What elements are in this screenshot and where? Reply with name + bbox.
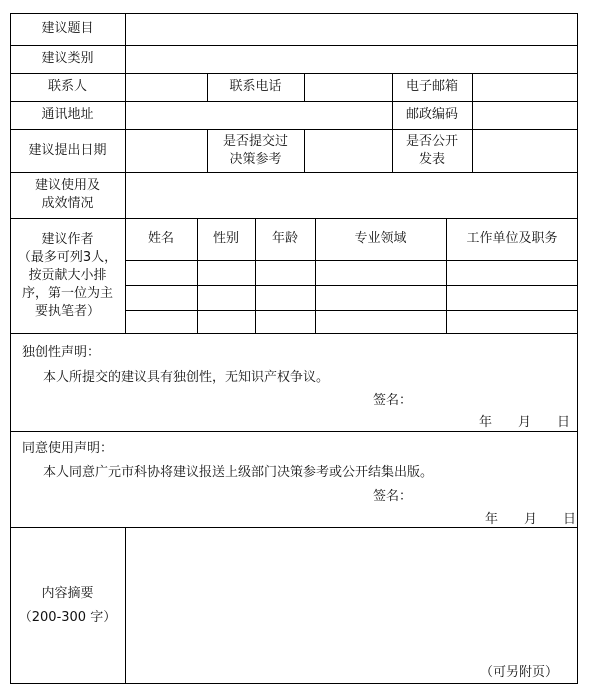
- category-field[interactable]: [126, 46, 577, 73]
- author-header-age: 年龄: [271, 231, 298, 246]
- category-label: 建议类别: [41, 51, 94, 66]
- author-1-workplace[interactable]: [447, 261, 577, 285]
- author-2-name[interactable]: [126, 286, 197, 310]
- author-header-field: 专业领域: [354, 231, 407, 246]
- author-2-age[interactable]: [256, 286, 315, 310]
- author-1-gender[interactable]: [198, 261, 255, 285]
- postcode-field[interactable]: [473, 102, 577, 129]
- date-label: 建议提出日期: [28, 142, 107, 158]
- address-label: 通讯地址: [41, 107, 94, 122]
- public-label: 是否公开 发表: [405, 133, 458, 167]
- author-3-field[interactable]: [316, 311, 446, 333]
- summary-label: 内容摘要 （200-300 字）: [18, 585, 117, 625]
- author-2-workplace[interactable]: [447, 286, 577, 310]
- topic-label: 建议题目: [41, 21, 94, 36]
- usage-label: 建议使用及 成效情况: [34, 178, 100, 211]
- author-1-field[interactable]: [316, 261, 446, 285]
- authors-label: 建议作者 （最多可列3人， 按贡献大小排 序，第一位为主 要执笔者）: [17, 231, 118, 319]
- consent-date: 年 月 日: [485, 512, 577, 527]
- consent-sign-label: 签名：: [373, 489, 413, 504]
- submitted-label: 是否提交过 决策参考: [222, 133, 288, 167]
- usage-field[interactable]: [126, 173, 577, 218]
- summary-field[interactable]: [126, 528, 577, 683]
- email-field[interactable]: [473, 74, 577, 101]
- author-2-gender[interactable]: [198, 286, 255, 310]
- submitted-field[interactable]: [305, 130, 392, 172]
- attach-note: （可另附页）: [480, 665, 559, 680]
- author-1-name[interactable]: [126, 261, 197, 285]
- phone-label: 联系电话: [229, 79, 282, 94]
- author-2-field[interactable]: [316, 286, 446, 310]
- author-3-name[interactable]: [126, 311, 197, 333]
- author-3-age[interactable]: [256, 311, 315, 333]
- consent-title: 同意使用声明：: [22, 441, 114, 456]
- contact-field[interactable]: [126, 74, 207, 101]
- postcode-label: 邮政编码: [405, 107, 458, 122]
- address-field[interactable]: [126, 102, 392, 129]
- author-3-workplace[interactable]: [447, 311, 577, 333]
- author-header-workplace: 工作单位及职务: [466, 231, 558, 246]
- originality-body: 本人所提交的建议具有独创性，无知识产权争议。: [43, 370, 330, 385]
- consent-body: 本人同意广元市科协将建议报送上级部门决策参考或公开结集出版。: [43, 465, 434, 480]
- phone-field[interactable]: [305, 74, 392, 101]
- originality-sign-label: 签名：: [373, 393, 413, 408]
- author-header-name: 姓名: [147, 231, 174, 246]
- author-3-gender[interactable]: [198, 311, 255, 333]
- topic-field[interactable]: [126, 14, 577, 45]
- recommendation-form: [10, 13, 578, 684]
- originality-title: 独创性声明：: [22, 345, 101, 360]
- public-field[interactable]: [473, 130, 577, 172]
- email-label: 电子邮箱: [405, 79, 458, 94]
- contact-label: 联系人: [47, 79, 87, 94]
- author-header-gender: 性别: [212, 231, 239, 246]
- author-1-age[interactable]: [256, 261, 315, 285]
- originality-date: 年 月 日: [479, 415, 571, 430]
- date-field[interactable]: [126, 130, 207, 172]
